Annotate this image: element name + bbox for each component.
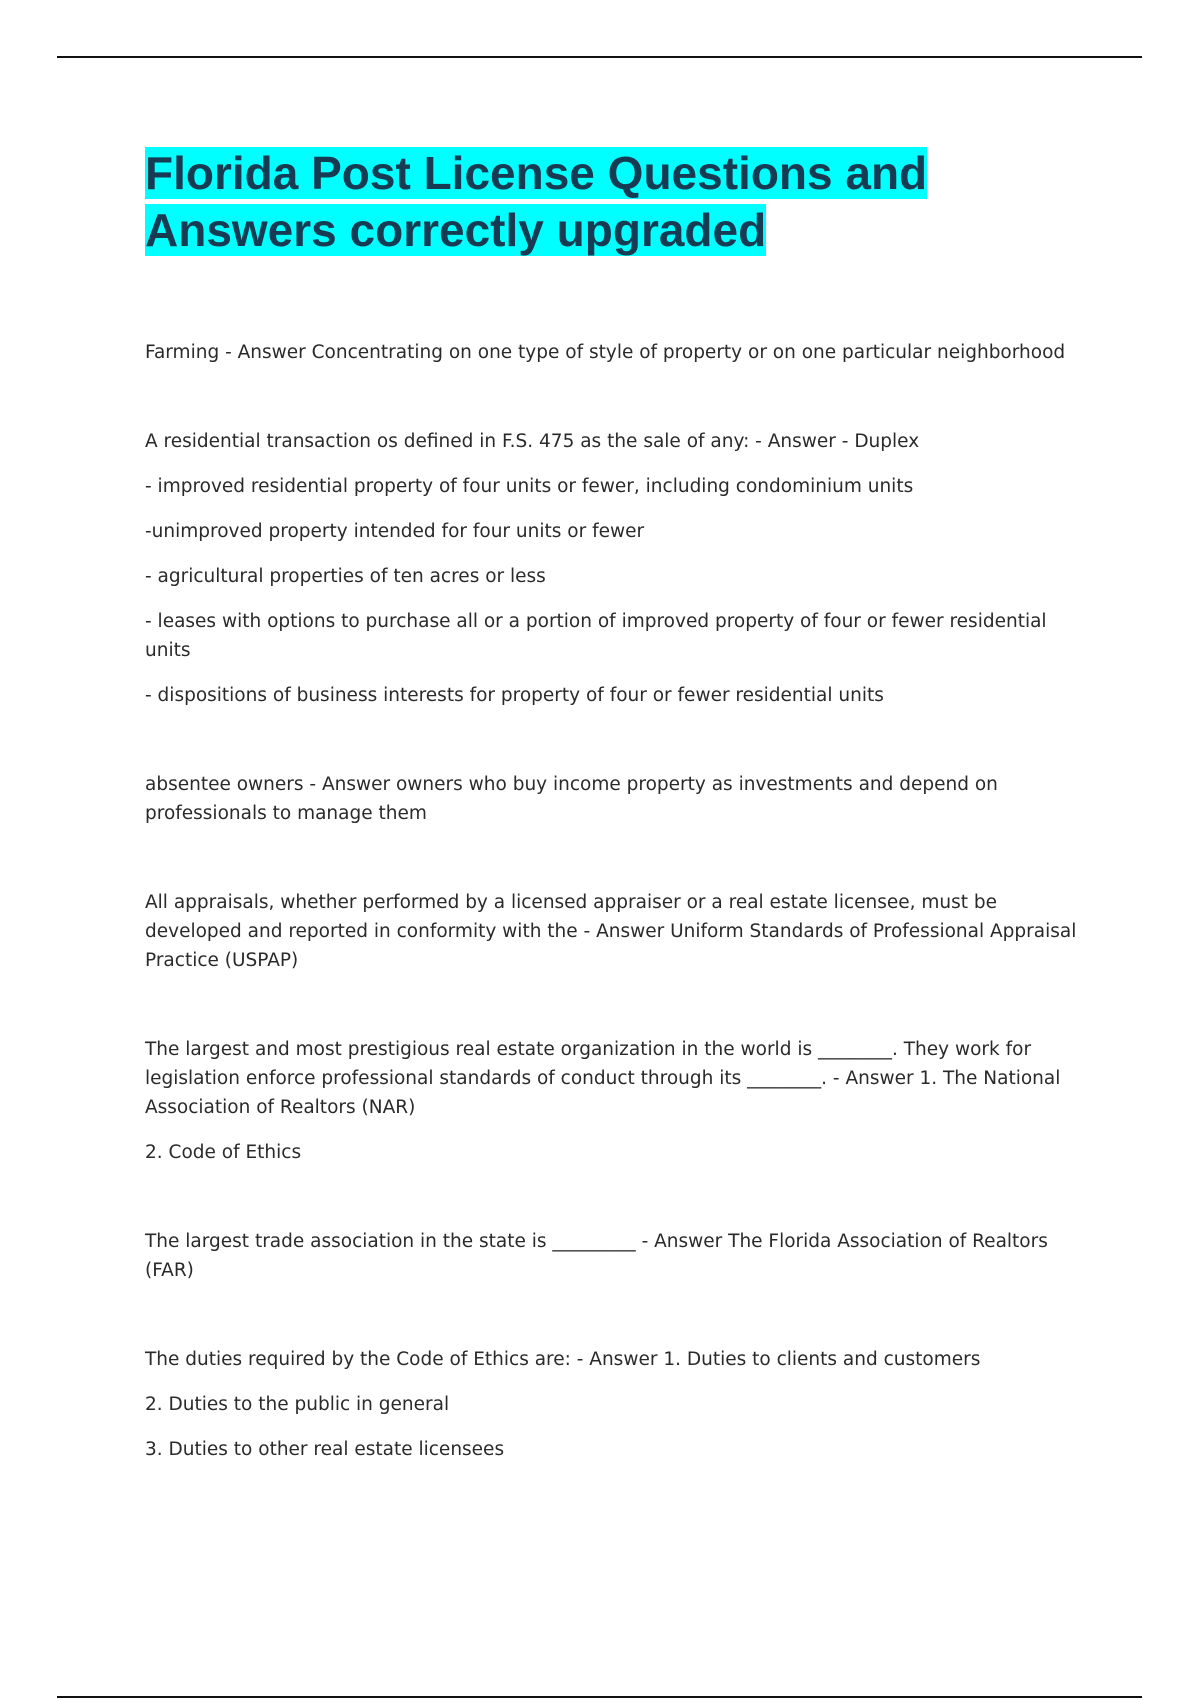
- qa-paragraph: A residential transaction os defined in F.S. 475 as the sale of any: - Answer - Duplex: [145, 431, 920, 452]
- qa-item: [145, 1345, 1095, 1464]
- document-title: [145, 145, 1095, 259]
- qa-paragraph: - leases with options to purchase all or a portion of improved property of four or fewer residential units: [145, 611, 1047, 661]
- qa-paragraph: 3. Duties to other real estate licensees: [145, 1439, 505, 1460]
- spacer: [145, 1183, 1095, 1227]
- spacer: [145, 991, 1095, 1035]
- spacer: [145, 1301, 1095, 1345]
- qa-list: [145, 338, 1095, 1464]
- spacer: [145, 726, 1095, 770]
- qa-item: [145, 1227, 1095, 1285]
- qa-item: [145, 888, 1095, 975]
- title-line-1: Florida Post License Questions and: [145, 147, 928, 199]
- qa-paragraph: - agricultural properties of ten acres or less: [145, 566, 546, 587]
- title-line-2: Answers correctly upgraded: [145, 204, 767, 256]
- qa-paragraph: The duties required by the Code of Ethics are: - Answer 1. Duties to clients and customers: [145, 1349, 981, 1370]
- qa-paragraph: - improved residential property of four units or fewer, including condominium units: [145, 476, 914, 497]
- qa-item: [145, 338, 1095, 367]
- qa-paragraph: The largest and most prestigious real estate organization in the world is ________. They work for legislation enforce professional standards of conduct through its ________. - Answer 1. The National Association of Realtors (NAR): [145, 1039, 1061, 1118]
- qa-paragraph: Farming - Answer Concentrating on one type of style of property or on one particular neighborhood: [145, 342, 1066, 363]
- footer-rule: [57, 1696, 1142, 1698]
- qa-paragraph: 2. Code of Ethics: [145, 1142, 302, 1163]
- spacer: [145, 259, 1095, 338]
- qa-paragraph: -unimproved property intended for four units or fewer: [145, 521, 645, 542]
- qa-paragraph: All appraisals, whether performed by a licensed appraiser or a real estate licensee, must be developed and reported in conformity with the - Answer Uniform Standards of Professional Appraisal Practice (USPAP): [145, 892, 1077, 971]
- spacer: [145, 383, 1095, 427]
- spacer: [145, 844, 1095, 888]
- header-rule: [57, 56, 1142, 58]
- document-body: [145, 145, 1095, 1480]
- qa-paragraph: 2. Duties to the public in general: [145, 1394, 450, 1415]
- qa-item: [145, 770, 1095, 828]
- qa-paragraph: The largest trade association in the state is _________ - Answer The Florida Association of Realtors (FAR): [145, 1231, 1048, 1281]
- qa-item: [145, 1035, 1095, 1167]
- qa-paragraph: - dispositions of business interests for property of four or fewer residential units: [145, 685, 884, 706]
- qa-item: [145, 427, 1095, 710]
- qa-paragraph: absentee owners - Answer owners who buy income property as investments and depend on professionals to manage them: [145, 774, 998, 824]
